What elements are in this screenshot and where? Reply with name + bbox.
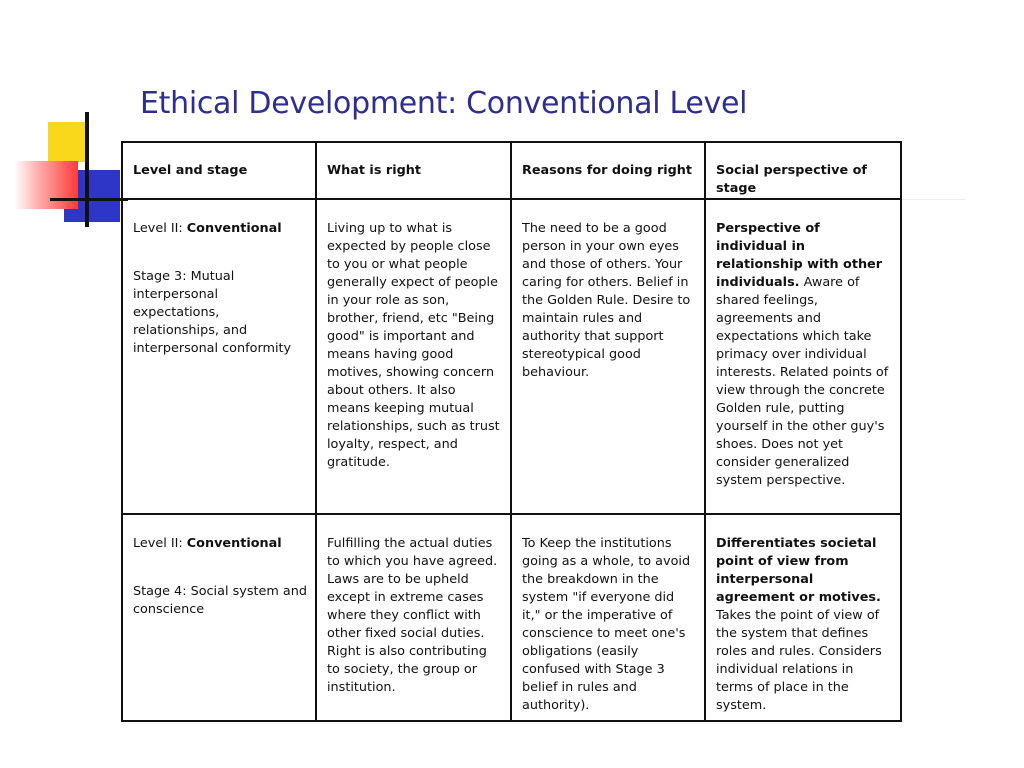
header-level-and-stage: Level and stage (122, 142, 316, 199)
level-name: Conventional (186, 536, 282, 551)
decorative-logo (0, 0, 130, 240)
cell-what-is-right: Living up to what is expected by people close to you or what people generally expect of people in your role as son, brother, friend, etc "Being good" is important and means having good motives, showing concern about others. It also means keeping mutual relationships, such as trust loyalty, respect, and gratitude. (316, 199, 511, 514)
header-reasons: Reasons for doing right (511, 142, 705, 199)
cell-reasons: The need to be a good person in your own eyes and those of others. Your caring for others. Belief in the Golden Rule. Desire to maintain rules and authority that support stereotypical good behaviour. (511, 199, 705, 514)
stage-label: Stage 3: Mutual interpersonal expectations, relationships, and interpersonal conformity (133, 269, 292, 356)
level-name: Conventional (186, 221, 282, 236)
header-what-is-right: What is right (316, 142, 511, 199)
stage-label: Stage 4: Social system and conscience (133, 584, 307, 617)
cell-reasons: To Keep the institutions going as a whole, to avoid the breakdown in the system "if everyone did it," or the imperative of conscience to meet one's obligations (easily confused with Stage 3 belief in rules and authority). (511, 514, 705, 721)
logo-vertical-line (85, 112, 89, 227)
stages-table (121, 141, 902, 722)
header-social-perspective: Social perspective of stage (705, 142, 901, 199)
perspective-bold: Differentiates societal point of view from interpersonal agreement or motives. (716, 536, 881, 605)
cell-social-perspective (705, 199, 901, 514)
perspective-text: Takes the point of view of the system that defines roles and rules. Considers individual relations in terms of place in the system. (716, 608, 882, 713)
level-prefix: Level II: (133, 536, 187, 551)
table-header-row (122, 142, 901, 199)
logo-red-square (14, 161, 78, 209)
cell-what-is-right: Fulfilling the actual duties to which you have agreed. Laws are to be upheld except in extreme cases where they conflict with other fixed social duties. Right is also contributing to society, the group or institution. (316, 514, 511, 721)
cell-social-perspective (705, 514, 901, 721)
logo-horizontal-line (50, 198, 128, 201)
cell-level-stage (122, 199, 316, 514)
level-prefix: Level II: (133, 221, 187, 236)
table-row (122, 514, 901, 721)
decorative-rule (895, 199, 965, 200)
slide-title: Ethical Development: Conventional Level (140, 86, 748, 121)
level-label (133, 535, 307, 553)
table-row (122, 199, 901, 514)
level-label (133, 220, 307, 238)
logo-yellow-square (48, 122, 88, 162)
perspective-text: Aware of shared feelings, agreements and expectations which take primacy over individual interests. Related points of view through the concrete Golden rule, putting yourself in the other guy's shoes. Does not yet consider generalized system perspective. (716, 275, 889, 488)
cell-level-stage (122, 514, 316, 721)
perspective-bold: Perspective of individual in relationship with other individuals. (716, 221, 883, 290)
